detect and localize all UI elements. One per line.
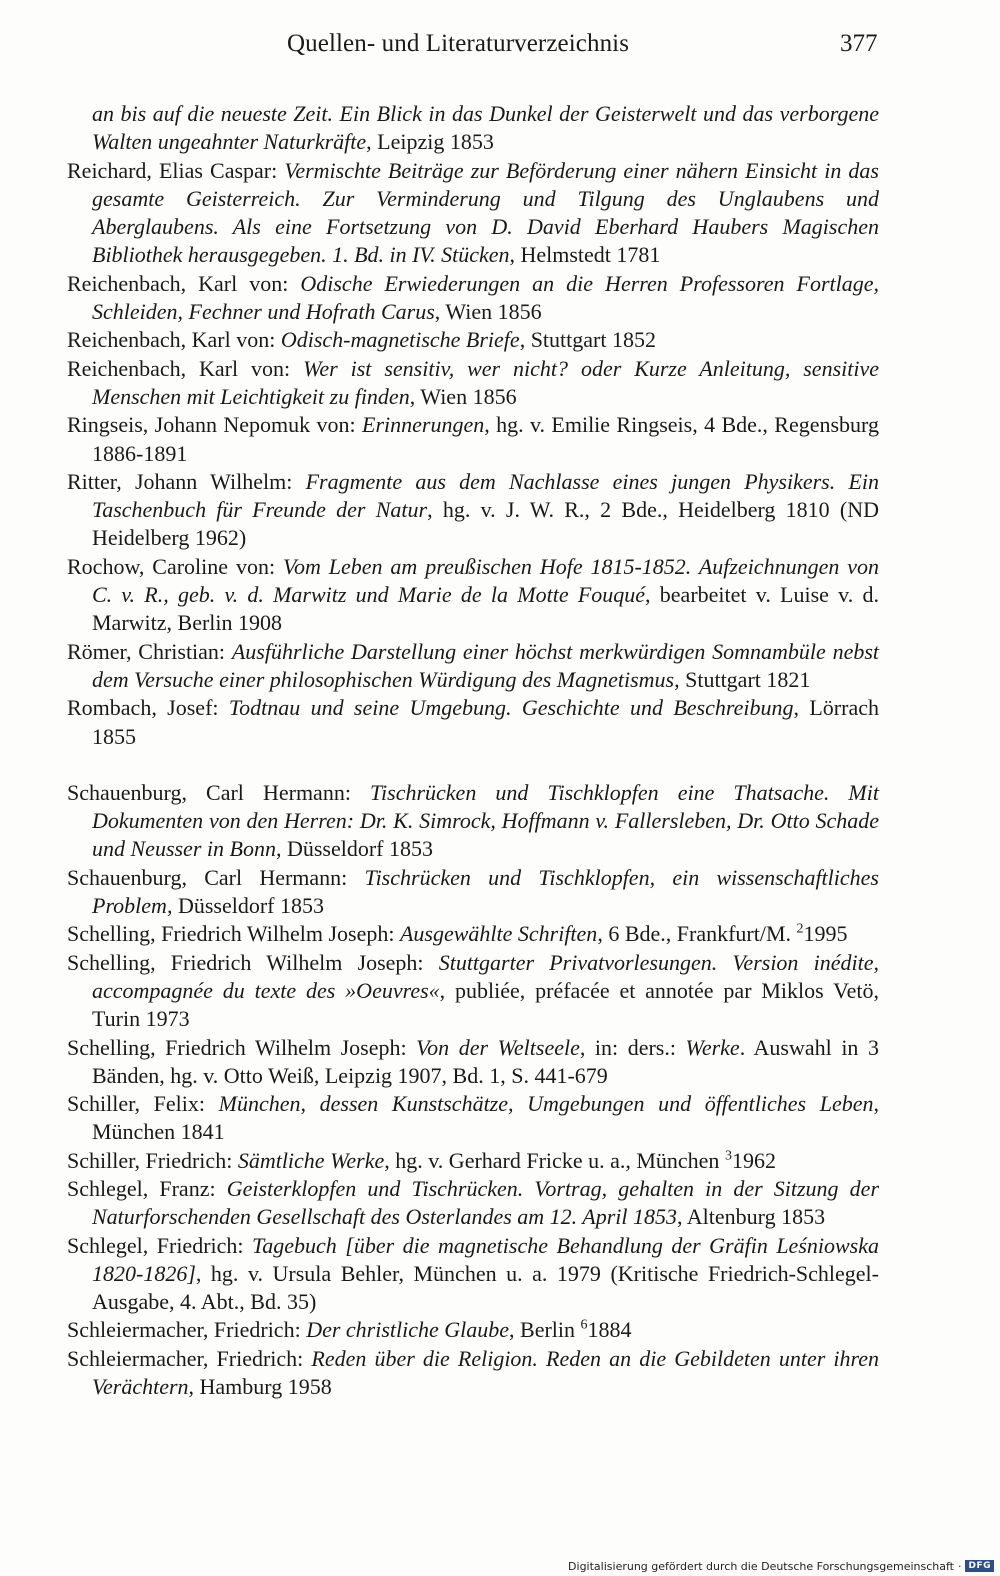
entry-author: Reichenbach, Karl von: <box>67 270 301 296</box>
bibliography-entry <box>67 326 879 354</box>
page-number: 377 <box>840 30 878 57</box>
dfg-logo: DFG <box>965 1560 994 1572</box>
entry-author: Ringseis, Johann Nepomuk von: <box>67 412 362 438</box>
edition-superscript: 2 <box>796 921 804 937</box>
bibliography-entry <box>67 638 879 695</box>
entry-details: , Düsseldorf 1853 <box>275 836 433 862</box>
entry-author: Schelling, Friedrich Wilhelm Joseph: <box>67 1034 417 1060</box>
bibliography-entry <box>67 355 879 412</box>
entry-author: Schauenburg, Carl Hermann: <box>67 779 370 805</box>
entry-author: Reichenbach, Karl von: <box>67 327 281 353</box>
bibliography-entry <box>67 949 879 1034</box>
edition-superscript: 3 <box>724 1148 732 1164</box>
entry-details: , 6 Bde., Frankfurt/M. <box>597 921 797 947</box>
entry-author: Schlegel, Friedrich: <box>67 1232 253 1258</box>
entry-details: Düsseldorf 1853 <box>172 893 324 919</box>
entry-author: Schauenburg, Carl Hermann: <box>67 864 365 890</box>
entry-title-2: Werke <box>685 1034 740 1060</box>
entry-details: , Leipzig 1853 <box>366 129 494 155</box>
footer <box>568 1558 994 1574</box>
entry-details-2: 1962 <box>731 1147 776 1173</box>
bibliography-entry <box>67 1034 879 1091</box>
entry-title: Vermischte Beiträge zur Beförderung einer nähern Einsicht in das gesamte Geisterreich. Zur Verminderung und Tilgung des Unglaubens und Aberglaubens. Als eine Fortsetzung von D. David Eberhard Haubers Magischen Bibliothek herausgegeben. 1. Bd. in IV. Stücken <box>92 157 879 268</box>
bibliography-entry <box>67 1090 879 1147</box>
entry-details: , Helmstedt 1781 <box>509 242 661 268</box>
entry-author: Reichenbach, Karl von: <box>67 355 304 381</box>
bibliography-entry <box>67 411 879 468</box>
bibliography-entry <box>67 1316 879 1344</box>
entry-title: Erinnerungen <box>362 412 485 438</box>
entry-details-2: . Auswahl in 3 Bänden, hg. v. Otto Weiß, Leipzig 1907, Bd. 1, S. 441-679 <box>92 1034 879 1088</box>
bibliography-entry <box>67 1345 879 1402</box>
entry-author: Schiller, Felix: <box>67 1091 219 1117</box>
bibliography-entry <box>67 100 879 157</box>
entry-author: Schelling, Friedrich Wilhelm Joseph: <box>67 921 400 947</box>
running-head <box>0 30 1000 70</box>
bibliography-entry <box>67 553 879 638</box>
entry-title: Ausführliche Darstellung einer höchst merkwürdigen Somnambüle nebst dem Versuche einer philosophischen Würdigung des Magnetismus <box>92 638 880 692</box>
entry-details: , hg. v. Emilie Ringseis, 4 Bde., Regensburg 1886-1891 <box>92 412 879 466</box>
entry-author: Schiller, Friedrich: <box>67 1147 238 1173</box>
entry-title: München, dessen Kunstschätze, Umgebungen und öffentliches Leben <box>218 1091 874 1117</box>
entry-title: Vom Leben am preußischen Hofe 1815-1852. Aufzeichnungen von C. v. R., geb. v. d. Marwitz und Marie de la Motte Fouqué <box>92 553 879 608</box>
entry-title: Geisterklopfen und Tischrücken. Vortrag, gehalten in der Sitzung der Naturforschenden Gesellschaft des Osterlandes am 12. April 1853 <box>92 1175 880 1230</box>
entry-title: Sämtliche Werke <box>237 1147 385 1173</box>
entry-details: , Altenburg 1853 <box>677 1204 826 1230</box>
entry-title: Odisch-magnetische Briefe <box>280 327 520 353</box>
bibliography-entry <box>67 270 879 327</box>
bibliography-entry <box>67 157 879 270</box>
entry-author: Schlegel, Franz: <box>67 1175 227 1201</box>
entry-title: Der christliche Glaube <box>306 1317 510 1343</box>
entry-author: Rombach, Josef: <box>67 695 229 721</box>
entry-details: , München 1841 <box>92 1091 879 1145</box>
page-title: Quellen- und Literaturverzeichnis <box>287 30 630 57</box>
entry-title: Tischrücken und Tischklopfen, ein wissenschaftliches Problem, <box>92 864 879 919</box>
entry-title: Ausgewählte Schriften <box>399 921 598 947</box>
footer-credit: Digitalisierung gefördert durch die Deutsche Forschungsgemeinschaft <box>568 1559 954 1573</box>
entry-details: , Stuttgart 1821 <box>674 666 811 692</box>
entry-title: an bis auf die neueste Zeit. Ein Blick in das Dunkel der Geisterwelt und das verborgene Walten ungeahnter Naturkräfte <box>92 101 879 155</box>
entry-details: , in: ders.: <box>579 1034 686 1060</box>
entry-details: , Wien 1856 <box>434 299 542 325</box>
entry-author: Römer, Christian: <box>67 638 232 664</box>
entry-details: , publiée, préfacée et annotée par Miklos Vetö, Turin 1973 <box>92 977 879 1032</box>
entry-author: Ritter, Johann Wilhelm: <box>67 468 306 494</box>
entry-details: , Lörrach 1855 <box>92 695 879 749</box>
entry-title: Todtnau und seine Umgebung. Geschichte und Beschreibung <box>228 695 794 721</box>
entry-author: Schelling, Friedrich Wilhelm Joseph: <box>67 949 439 975</box>
entry-details: , hg. v. Ursula Behler, München u. a. 1979 (Kritische Friedrich-Schlegel-Ausgabe, 4. Abt., Bd. 35) <box>92 1260 879 1315</box>
entry-title: Stuttgarter Privatvorlesungen. Version inédite, accompagnée du texte des »Oeuvres« <box>92 949 879 1003</box>
entry-title: Tagebuch [über die magnetische Behandlung der Gräfin Leśniowska 1820-1826] <box>92 1232 879 1286</box>
bibliography-entry <box>67 694 879 751</box>
entry-title: Reden über die Religion. Reden an die Gebildeten unter ihren Verächtern <box>92 1345 879 1400</box>
entry-title: Fragmente aus dem Nachlasse eines jungen Physikers. Ein Taschenbuch für Freunde der Natur <box>92 468 880 523</box>
entry-title: Von der Weltseele <box>416 1034 580 1060</box>
entry-author: Reichard, Elias Caspar: <box>67 157 285 183</box>
entry-details: , hg. v. J. W. R., 2 Bde., Heidelberg 1810 (ND Heidelberg 1962) <box>92 497 880 551</box>
bibliography-entry <box>67 468 879 553</box>
bibliography-entry <box>67 1175 879 1232</box>
entry-title: Odische Erwiederungen an die Herren Professoren Fortlage, Schleiden, Fechner und Hofrath Carus <box>92 270 880 325</box>
bibliography-entry <box>67 864 879 921</box>
entry-details: , Wien 1856 <box>409 383 517 409</box>
bibliography-entry <box>67 779 879 864</box>
entry-details-2: 1995 <box>803 921 848 947</box>
entry-details: , Hamburg 1958 <box>188 1374 332 1400</box>
entry-title: Tischrücken und Tischklopfen eine Thatsache. Mit Dokumenten von den Herren: Dr. K. Simrock, Hoffmann v. Fallersleben, Dr. Otto Schade und Neusser in Bonn <box>92 779 879 862</box>
entry-title: Wer ist sensitiv, wer nicht? oder Kurze Anleitung, sensitive Menschen mit Leichtigkeit zu finden <box>92 355 879 409</box>
entry-details: , Stuttgart 1852 <box>519 327 656 353</box>
entry-author: Schleiermacher, Friedrich: <box>67 1317 307 1343</box>
entry-details: , hg. v. Gerhard Fricke u. a., München <box>384 1147 725 1173</box>
bibliography-entry <box>67 920 879 948</box>
entry-author: Schleiermacher, Friedrich: <box>67 1345 312 1371</box>
footer-separator: · <box>957 1559 962 1573</box>
entry-author: Rochow, Caroline von: <box>67 553 283 579</box>
entry-details: , Berlin <box>509 1317 581 1343</box>
edition-superscript: 6 <box>580 1318 588 1334</box>
bibliography-list <box>67 100 879 1401</box>
entry-details-2: 1884 <box>587 1317 632 1343</box>
bibliography-entry <box>67 1232 879 1317</box>
bibliography-entry <box>67 1147 879 1175</box>
entry-details: , bearbeitet v. Luise v. d. Marwitz, Berlin 1908 <box>92 582 879 636</box>
